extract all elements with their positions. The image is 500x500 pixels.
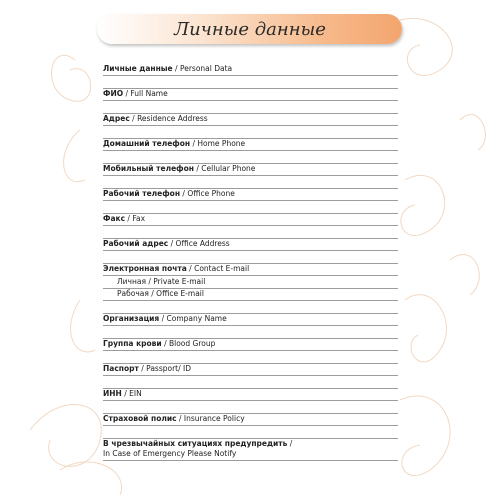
field-fax[interactable]: [103, 214, 398, 224]
field-label-en: Home Phone: [197, 139, 246, 148]
field-label-ru: ФИО: [103, 89, 124, 98]
separator: /: [190, 139, 198, 148]
field-office-address[interactable]: [103, 239, 398, 249]
field-passport-id[interactable]: [103, 364, 398, 374]
separator: /: [180, 189, 188, 198]
separator: /: [145, 277, 154, 286]
field-residence-address[interactable]: [103, 114, 398, 124]
field-label-en: Cellular Phone: [201, 164, 256, 173]
field-label-en: Blood Group: [168, 339, 216, 348]
field-blood-group[interactable]: [103, 339, 398, 349]
field-emergency-contact[interactable]: [103, 439, 398, 459]
field-label-en: In Case of Emergency Please Notify: [103, 449, 237, 458]
personal-data-form: [103, 0, 398, 500]
field-ein[interactable]: [103, 389, 398, 399]
separator: /: [121, 389, 130, 398]
field-label-en: Contact E-mail: [194, 264, 250, 273]
field-label-en: Full Name: [130, 89, 168, 98]
field-personal-data[interactable]: [103, 64, 398, 74]
field-contact-email[interactable]: [103, 264, 398, 274]
separator: /: [176, 414, 184, 423]
field-label-ru: Страховой полис: [103, 414, 177, 423]
separator: /: [138, 364, 147, 373]
field-label-en: Office E-mail: [156, 289, 204, 298]
field-full-name[interactable]: [103, 89, 398, 99]
separator: /: [148, 289, 157, 298]
field-office-phone[interactable]: [103, 189, 398, 199]
separator: /: [123, 89, 131, 98]
field-label-ru: Факс: [103, 214, 126, 223]
field-label-en: Residence Address: [137, 114, 208, 123]
field-cellular-phone[interactable]: [103, 164, 398, 174]
field-label-ru: Паспорт: [103, 364, 139, 373]
field-label-ru: Рабочий телефон: [103, 189, 181, 198]
separator: /: [168, 239, 176, 248]
field-label-en: EIN: [129, 389, 142, 398]
separator: /: [161, 339, 169, 348]
field-label-ru: Организация: [103, 314, 160, 323]
field-label-en: Company Name: [166, 314, 227, 323]
field-label-en: Office Address: [175, 239, 230, 248]
field-label-ru: Адрес: [103, 114, 130, 123]
separator: /: [287, 439, 293, 448]
field-label-ru: Личная: [117, 277, 146, 286]
separator: /: [129, 114, 138, 123]
field-label-en: Office Phone: [187, 189, 235, 198]
field-label-ru: Домашний телефон: [103, 139, 191, 148]
field-company-name[interactable]: [103, 314, 398, 324]
field-private-email[interactable]: [103, 277, 398, 287]
field-label-en: Private E-mail: [153, 277, 206, 286]
separator: /: [193, 164, 202, 173]
field-label-ru: Рабочая: [117, 289, 149, 298]
separator: /: [172, 64, 180, 73]
field-label-ru: ИНН: [103, 389, 122, 398]
field-label-ru: Группа крови: [103, 339, 162, 348]
field-insurance-policy[interactable]: [103, 414, 398, 424]
field-label-ru: Электронная почта: [103, 264, 187, 273]
field-label-en: Passport/ ID: [146, 364, 192, 373]
field-label-ru: Рабочий адрес: [103, 239, 169, 248]
field-office-email[interactable]: [103, 289, 398, 299]
field-label-en: Insurance Policy: [183, 414, 245, 423]
field-label-ru: В чрезвычайных ситуациях предупредить: [103, 439, 288, 448]
separator: /: [125, 214, 133, 223]
separator: /: [186, 264, 195, 273]
field-label-en: Personal Data: [179, 64, 233, 73]
field-label-ru: Мобильный телефон: [103, 164, 194, 173]
page-title: Личные данные: [174, 19, 326, 40]
separator: /: [159, 314, 167, 323]
field-home-phone[interactable]: [103, 139, 398, 149]
field-label-en: Fax: [132, 214, 146, 223]
field-label-ru: Личные данные: [103, 64, 173, 73]
